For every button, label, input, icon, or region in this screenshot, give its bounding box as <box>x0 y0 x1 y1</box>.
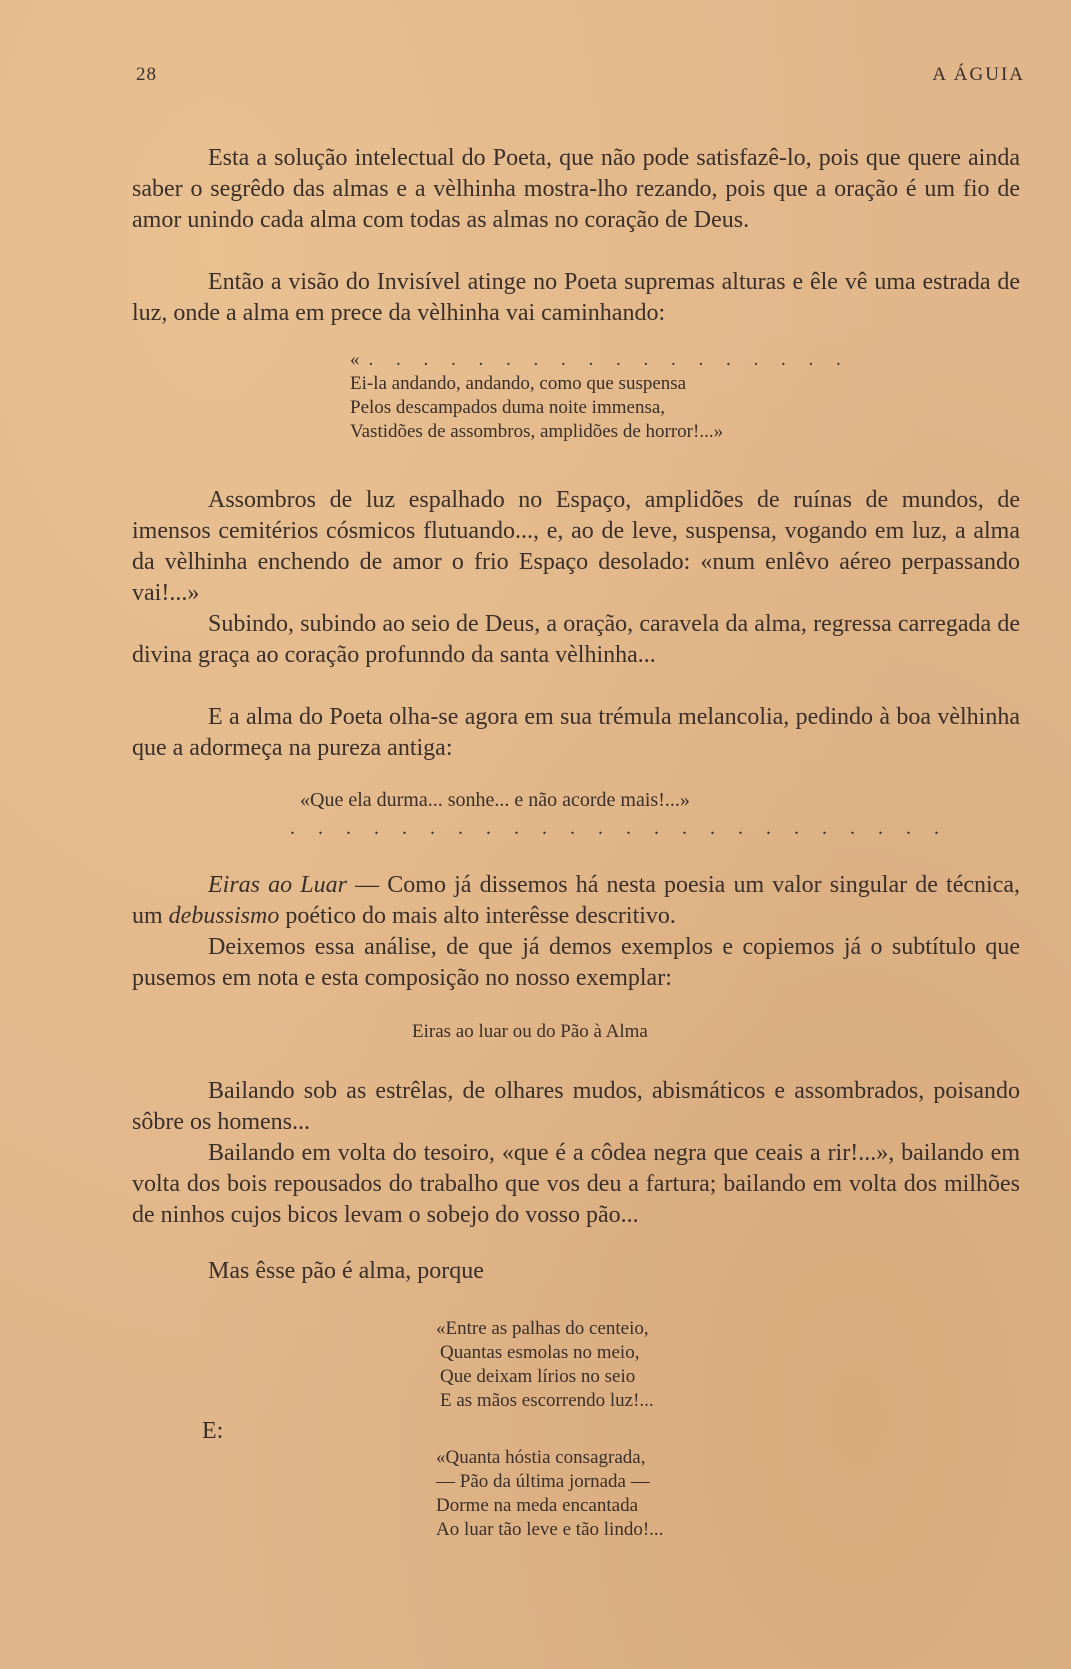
quote-line: Ei-la andando, andando, como que suspensa <box>350 373 687 394</box>
verse-line: Quantas esmolas no meio, <box>440 1342 640 1363</box>
page-header <box>136 64 1025 94</box>
verse-line: «Entre as palhas do centeio, <box>436 1318 649 1339</box>
quote-line: Vastidões de assombros, amplidões de horror!...» <box>350 421 724 442</box>
quote-line: Pelos descampados duma noite immensa, <box>350 397 666 418</box>
quote-block-1 <box>350 348 850 444</box>
verse-line: Que deixam lírios no seio <box>440 1366 636 1387</box>
running-title: A ÁGUIA <box>932 64 1025 85</box>
paragraph-7: Deixemos essa análise, de que já demos exemplos e copiemos já o subtítulo que pusemos em nota e esta composição no nosso exemplar: <box>132 934 1020 991</box>
quote-dots: . . . . . . . . . . . . . . . . . . . . . . . . <box>290 817 948 839</box>
verse-line: — Pão da última jornada — <box>436 1471 650 1492</box>
verse-line: Ao luar tão leve e tão lindo!... <box>436 1519 664 1540</box>
paragraph-3: Assombros de luz espalhado no Espaço, amplidões de ruínas de mundos, de imensos cemitérios cósmicos flutuando..., e, ao de leve, suspensa, vogando em luz, a alma da vèlhinha enchendo de amor o frio Espaço desolado: «num enlêvo aéreo perpassando vai!...» <box>132 487 1020 606</box>
paragraph-2: Então a visão do Invisível atinge no Poeta supremas alturas e êle vê uma estrada de luz, onde a alma em prece da vèlhinha vai caminhando: <box>132 269 1020 326</box>
paragraph-8: Bailando sob as estrêlas, de olhares mudos, abismáticos e assombrados, poisando sôbre os homens... <box>132 1078 1020 1135</box>
quote-open-dots: «. . . . . . . . . . . . . . . . . . <box>350 349 850 370</box>
paragraph-4: Subindo, subindo ao seio de Deus, a oração, caravela da alma, regressa carregada de divina graça ao coração profunndo da santa vèlhinha... <box>132 611 1020 668</box>
paragraph-10: Mas êsse pão é alma, porque <box>208 1258 484 1284</box>
paragraph-9: Bailando em volta do tesoiro, «que é a côdea negra que ceais a rir!...», bailando em volta dos bois repousados do trabalho que vos deu a fartura; bailando em volta dos milhões de ninhos cujos bicos levam o sobejo do vosso pão... <box>132 1140 1020 1228</box>
verse-line: Dorme na meda encantada <box>436 1495 639 1516</box>
e-label: E: <box>202 1418 224 1444</box>
subtitle: Eiras ao luar ou do Pão à Alma <box>412 1021 648 1042</box>
verse-line: E as mãos escorrendo luz!... <box>440 1390 654 1411</box>
paragraph-1: Esta a solução intelectual do Poeta, que não pode satisfazê-lo, pois que quere ainda saber o segrêdo das almas e a vèlhinha mostra-lho rezando, pois que a oração é um fio de amor unindo cada alma com todas as almas no coração de Deus. <box>132 145 1020 233</box>
verse-line: «Quanta hóstia consagrada, <box>436 1447 646 1468</box>
paragraph-6: Eiras ao Luar — Como já dissemos há nesta poesia um valor singular de técnica, um debussismo poético do mais alto interêsse descritivo. <box>132 872 1020 929</box>
verse-block-1 <box>436 1317 654 1413</box>
italic-term: debussismo <box>168 903 280 929</box>
quote-block-2 <box>290 788 948 840</box>
quote-line: «Que ela durma... sonhe... e não acorde mais!...» <box>300 789 690 811</box>
section-title: Eiras ao Luar <box>208 872 347 898</box>
page-number: 28 <box>136 64 157 85</box>
verse-block-2 <box>436 1446 663 1542</box>
paragraph-5: E a alma do Poeta olha-se agora em sua trémula melancolia, pedindo à boa vèlhinha que a adormeça na pureza antiga: <box>132 704 1020 761</box>
